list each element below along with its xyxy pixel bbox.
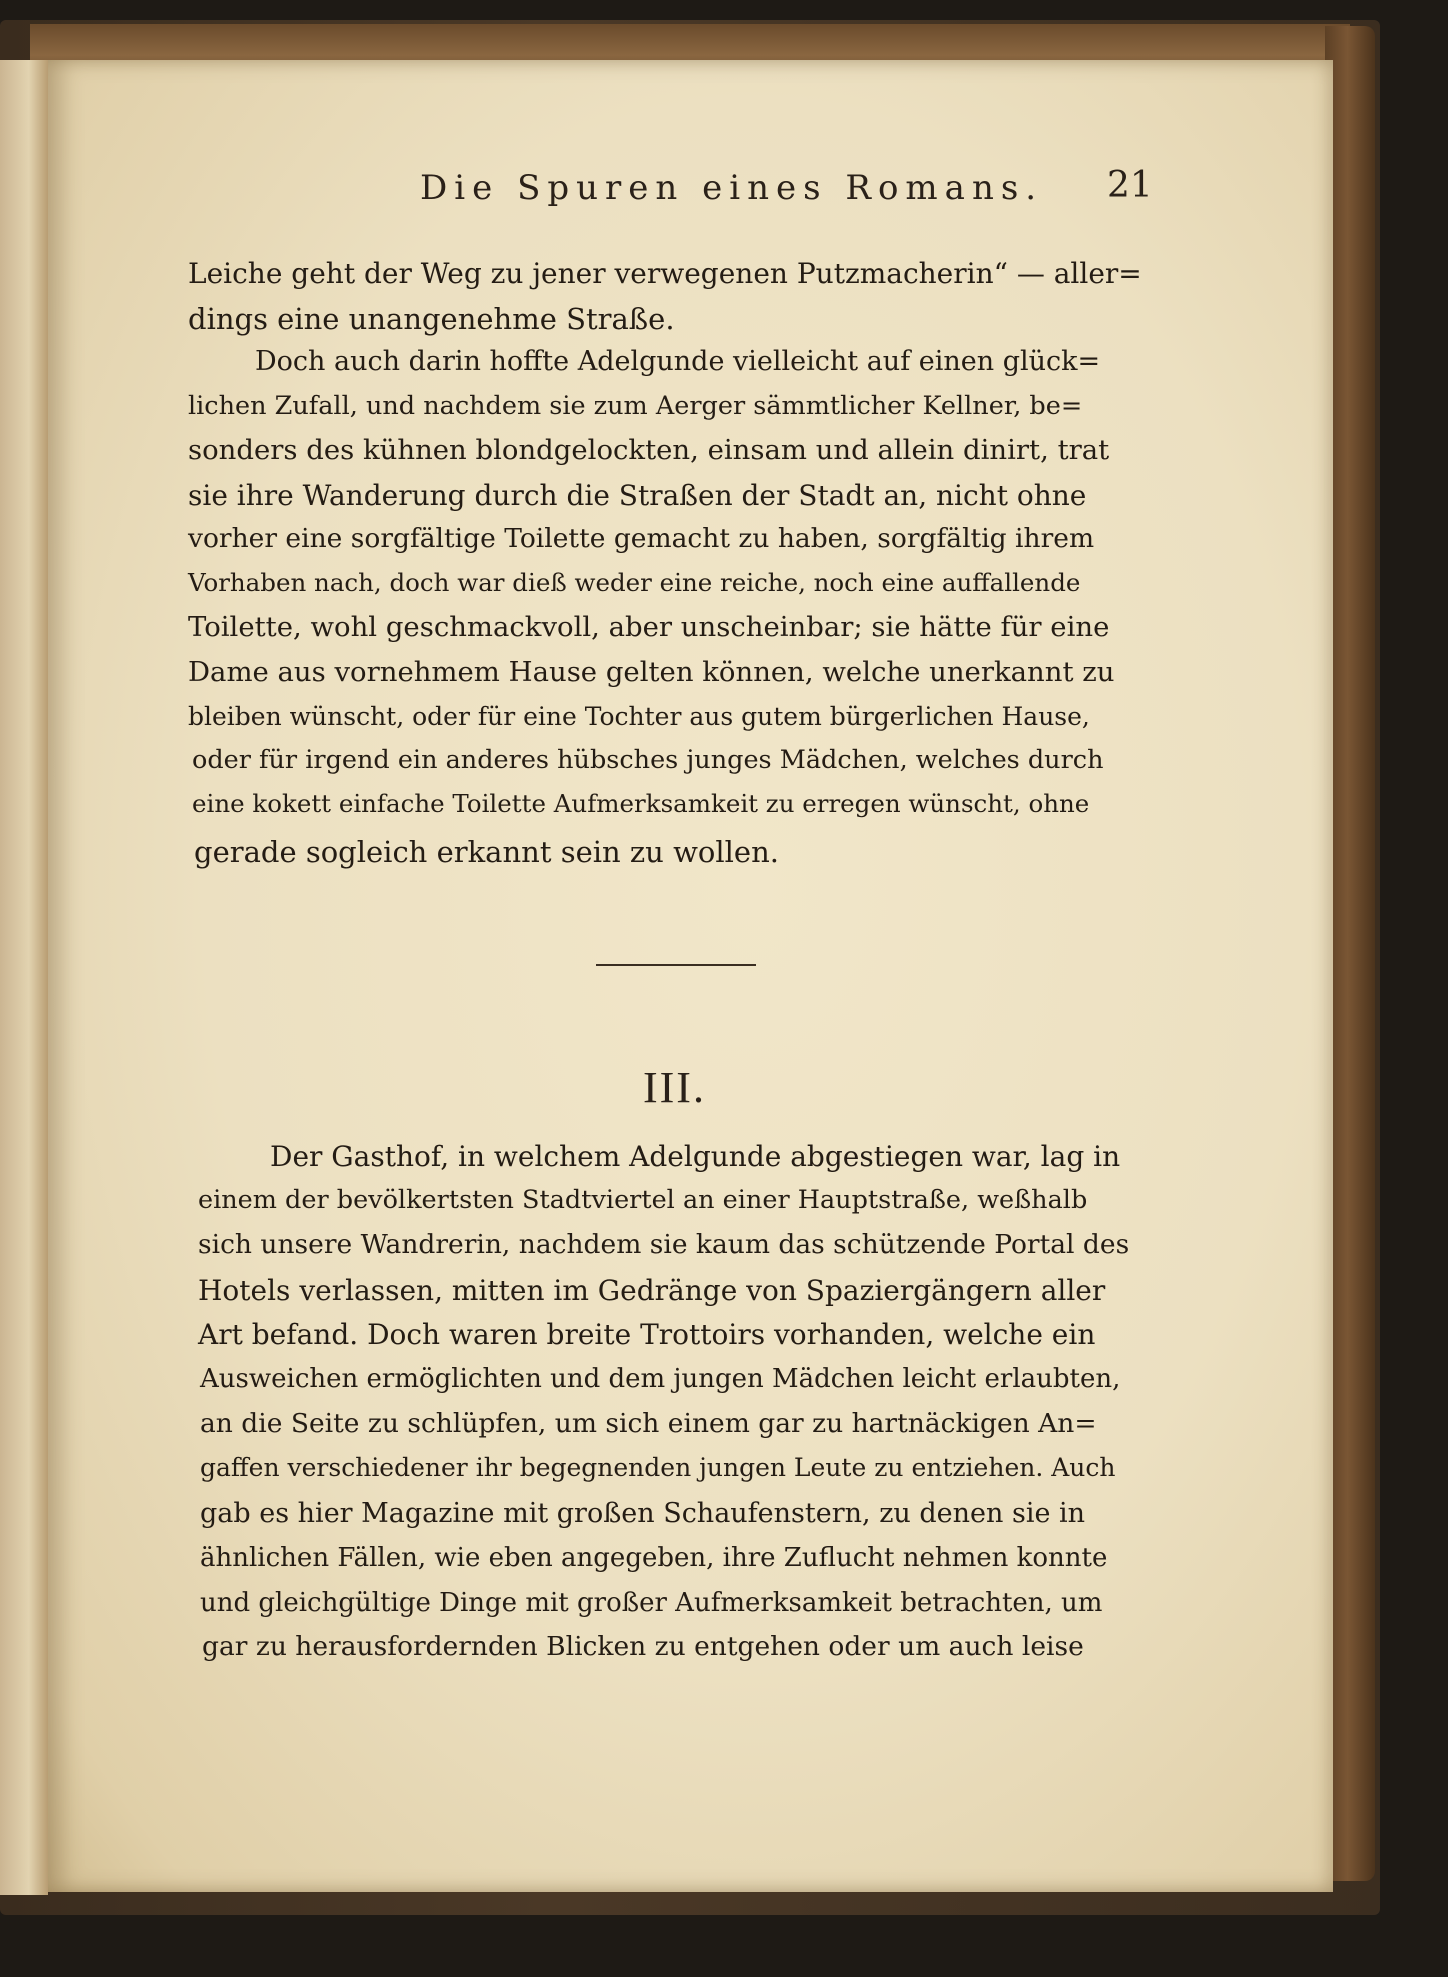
text-line: und gleichgültige Dinge mit großer Aufmerksamkeit betrachten, um [200, 1588, 1103, 1618]
text-line: sich unsere Wandrerin, nachdem sie kaum das schützende Portal des [198, 1229, 1130, 1260]
text-line: Vorhaben nach, doch war dieß weder eine reiche, noch eine auffallende [188, 568, 1081, 597]
text-line: bleiben wünscht, oder für eine Tochter aus gutem bürgerlichen Hause, [188, 702, 1090, 731]
text-line: lichen Zufall, und nachdem sie zum Aerger sämmtlicher Kellner, be= [188, 391, 1083, 421]
text-line: Art befand. Doch waren breite Trottoirs vorhanden, welche ein [198, 1318, 1096, 1351]
text-line: sie ihre Wanderung durch die Straßen der Stadt an, nicht ohne [188, 479, 1087, 512]
text-line: Der Gasthof, in welchem Adelgunde abgestiegen war, lag in [270, 1140, 1121, 1173]
section-divider [596, 964, 756, 966]
running-title: Die Spuren eines Romans. [420, 168, 1044, 208]
text-line: Ausweichen ermöglichten und dem jungen Mädchen leicht erlaubten, [200, 1364, 1121, 1394]
text-line: dings eine unangenehme Straße. [188, 302, 675, 336]
text-line: einem der bevölkertsten Stadtviertel an einer Hauptstraße, weßhalb [198, 1185, 1088, 1215]
text-line: gar zu herausfordernden Blicken zu entgehen oder um auch leise [202, 1631, 1084, 1662]
text-line: Doch auch darin hoffte Adelgunde vielleicht auf einen glück= [255, 346, 1101, 377]
text-line: eine kokett einfache Toilette Aufmerksamkeit zu erregen wünscht, ohne [192, 789, 1090, 818]
text-line: gaffen verschiedener ihr begegnenden jungen Leute zu entziehen. Auch [200, 1453, 1116, 1482]
text-line: vorher eine sorgfältige Toilette gemacht zu haben, sorgfältig ihrem [188, 523, 1095, 554]
previous-page-edge [0, 60, 48, 1895]
text-line: oder für irgend ein anderes hübsches junges Mädchen, welches durch [192, 745, 1104, 775]
text-line: Toilette, wohl geschmackvoll, aber unscheinbar; sie hätte für eine [188, 611, 1110, 643]
text-line: gerade sogleich erkannt sein zu wollen. [194, 835, 779, 869]
text-line: Hotels verlassen, mitten im Gedränge von Spaziergängern aller [198, 1274, 1106, 1307]
text-line: Dame aus vornehmem Hause gelten können, welche unerkannt zu [188, 656, 1115, 688]
text-line: ähnlichen Fällen, wie eben angegeben, ihre Zuflucht nehmen konnte [200, 1543, 1108, 1573]
text-line: sonders des kühnen blondgelockten, einsam und allein dinirt, trat [188, 434, 1110, 466]
text-line: an die Seite zu schlüpfen, um sich einem gar zu hartnäckigen An= [200, 1408, 1097, 1439]
page-number: 21 [1107, 165, 1153, 206]
chapter-heading: III. [643, 1063, 706, 1112]
text-line: Leiche geht der Weg zu jener verwegenen Putzmacherin“ — aller= [188, 257, 1142, 290]
text-line: gab es hier Magazine mit großen Schaufenstern, zu denen sie in [200, 1498, 1086, 1529]
